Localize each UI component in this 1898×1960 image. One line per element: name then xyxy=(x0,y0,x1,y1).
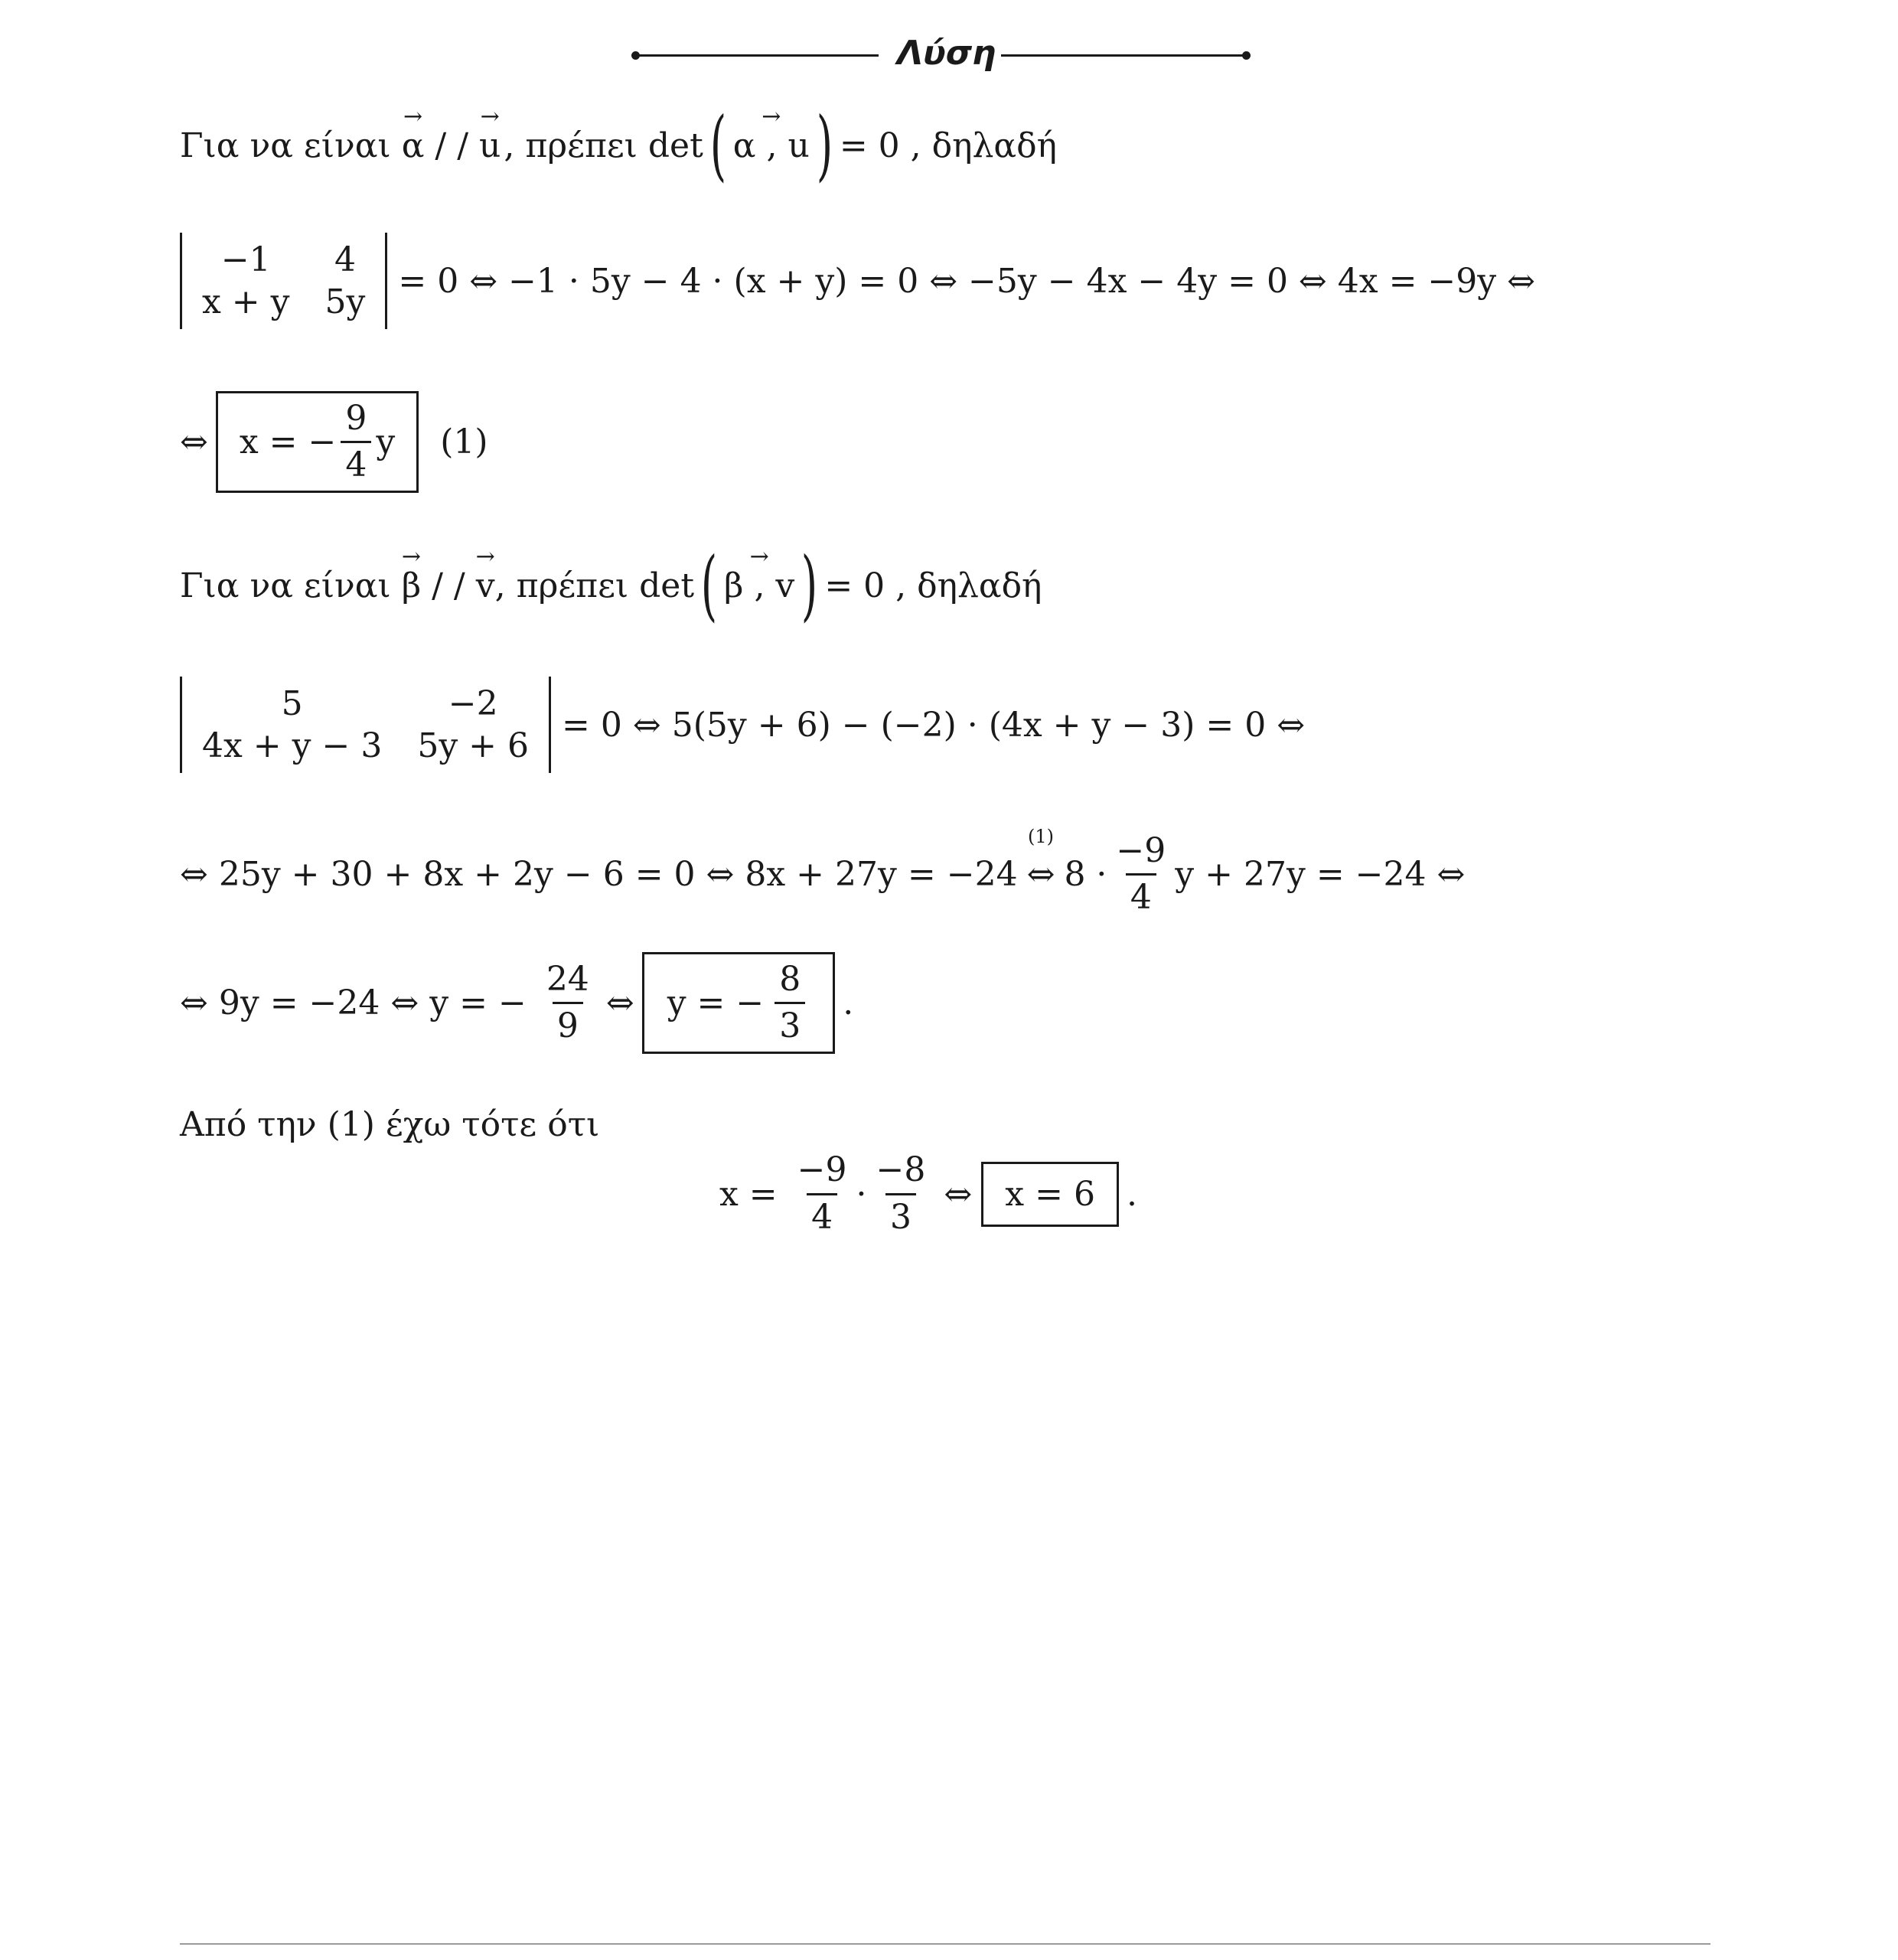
determinant-matrix-1 xyxy=(180,233,387,329)
intro-end-2: = 0 , δηλαδή xyxy=(824,566,1042,605)
equation-ref-1: (1) xyxy=(440,422,488,461)
vector-alpha: → α xyxy=(402,126,425,165)
frac-num: −9 xyxy=(1116,830,1166,870)
det-label: , πρέπει det xyxy=(504,126,703,165)
eq5-period: . xyxy=(843,983,854,1022)
boxed-result-y xyxy=(642,952,836,1054)
det1-d: 5y xyxy=(324,282,366,321)
frac-num: 8 xyxy=(779,959,801,999)
close-paren-2: ) xyxy=(801,540,818,630)
equation-1: = 0 ⇔ −1 · 5y − 4 · (x + y) = 0 ⇔ −5y − 4x − 4y = 0 ⇔ 4x = −9y ⇔ xyxy=(398,261,1535,301)
determinant-line-1 xyxy=(180,223,1535,338)
title-rule-right xyxy=(1001,54,1246,57)
equiv-arrow: ⇔ xyxy=(180,422,208,461)
det-args-2: → β , v xyxy=(724,566,794,605)
vector-u: → u xyxy=(479,126,501,165)
fraction-neg9-4-final xyxy=(793,1150,852,1237)
over-ref-label: (1) xyxy=(1028,826,1055,847)
determinant-line-2 xyxy=(180,667,1305,782)
eq4-right: y + 27y = −24 ⇔ xyxy=(1175,855,1466,894)
condition-line-1 xyxy=(180,100,1057,190)
vector-beta: → β xyxy=(402,566,421,605)
fraction-neg8-3-final xyxy=(872,1150,931,1237)
det-label-2: , πρέπει det xyxy=(494,566,695,605)
det-args: → α , u xyxy=(733,126,810,165)
frac-num: 24 xyxy=(546,959,589,999)
equation-line-4 xyxy=(180,823,1465,926)
determinant-matrix-2 xyxy=(180,677,551,773)
fraction-8-3 xyxy=(775,959,805,1045)
vector-v: → v xyxy=(476,566,495,605)
parallel-symbol-2: / / xyxy=(432,566,465,605)
close-paren: ) xyxy=(816,100,833,190)
frac-den: 9 xyxy=(553,1002,583,1044)
eq5-arrow: ⇔ xyxy=(605,983,634,1022)
title-rule-left xyxy=(635,54,879,57)
box-x-left: x = − xyxy=(239,422,337,461)
solution-title: Λύση xyxy=(897,34,996,73)
box-y-left: y = − xyxy=(667,983,765,1022)
fraction-neg9-4 xyxy=(1111,830,1170,917)
result-line-1 xyxy=(180,386,488,497)
final-left: x = xyxy=(719,1174,778,1214)
eq4-arrow: ⇔ xyxy=(1026,855,1055,894)
open-paren-2: ( xyxy=(700,540,718,630)
equiv-arrow-with-ref xyxy=(1026,826,1055,894)
fraction-24-9 xyxy=(542,959,594,1045)
frac-den: 3 xyxy=(775,1002,805,1044)
frac-den: 3 xyxy=(885,1193,916,1235)
final-period: . xyxy=(1126,1174,1137,1214)
det2-d: 5y + 6 xyxy=(417,726,530,765)
det1-a: −1 xyxy=(220,240,271,279)
conclusion-text: Από την (1) έχω τότε ότι xyxy=(180,1105,600,1144)
final-equation xyxy=(719,1140,1137,1247)
parallel-symbol: / / xyxy=(435,126,469,165)
det1-c: x + y xyxy=(202,282,290,321)
det1-b: 4 xyxy=(334,240,356,279)
eq4-left: ⇔ 25y + 30 + 8x + 2y − 6 = 0 ⇔ 8x + 27y = −24 xyxy=(180,855,1018,894)
equation-line-5 xyxy=(180,947,853,1058)
det2-b: −2 xyxy=(448,684,498,723)
eq5-left: ⇔ 9y = −24 ⇔ y = − xyxy=(180,983,527,1022)
frac-den: 4 xyxy=(1126,873,1156,915)
title-rule-right-dot xyxy=(1242,51,1251,60)
equation-3: = 0 ⇔ 5(5y + 6) − (−2) · (4x + y − 3) = 0 ⇔ xyxy=(562,705,1306,745)
frac-num: 9 xyxy=(345,398,367,438)
eq4-mid: 8 · xyxy=(1064,855,1107,894)
open-paren: ( xyxy=(709,100,727,190)
frac-num: −8 xyxy=(876,1150,926,1190)
det2-c: 4x + y − 3 xyxy=(202,726,383,765)
footer-rule xyxy=(180,1943,1710,1945)
box-x-right: y xyxy=(376,422,396,461)
frac-num: −9 xyxy=(797,1150,847,1190)
frac-den: 4 xyxy=(341,441,371,483)
fraction-9-4 xyxy=(341,398,371,484)
intro-end: = 0 , δηλαδή xyxy=(839,126,1057,165)
intro-text: Για να είναι xyxy=(180,126,391,165)
frac-den: 4 xyxy=(807,1193,837,1235)
final-dot: · xyxy=(856,1174,867,1214)
intro-text-2: Για να είναι xyxy=(180,566,391,605)
boxed-final-x: x = 6 xyxy=(981,1162,1119,1227)
condition-line-2 xyxy=(180,540,1042,630)
boxed-result-x xyxy=(216,391,419,493)
final-arrow: ⇔ xyxy=(944,1174,973,1214)
det2-a: 5 xyxy=(281,684,303,723)
